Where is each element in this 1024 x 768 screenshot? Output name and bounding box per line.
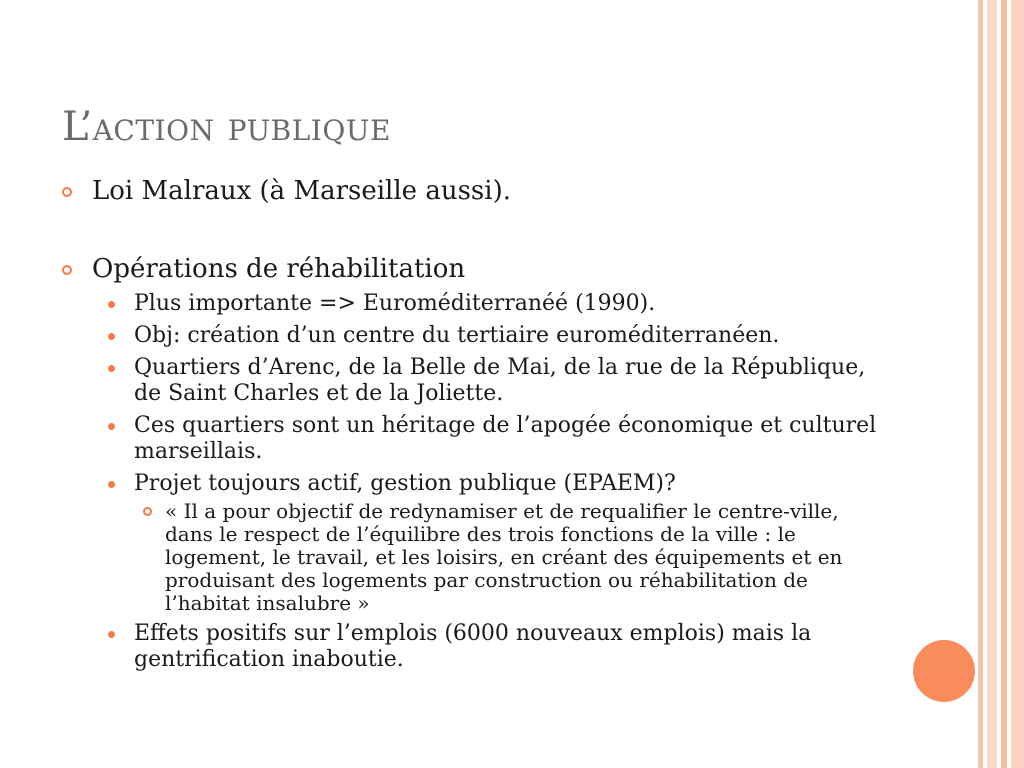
quote-text: « Il a pour objectif de redynamiser et de requalifier le centre-ville, dans le respect de l’équilibre des trois fonctions de la ville : le logement, le travail, et les loisirs, en créant des équipements et en produisant des logements par construction ou réhabilitation de l’habitat insalubre »	[165, 499, 843, 615]
quote-bullet-item	[62, 500, 865, 615]
ring-bullet-icon	[62, 187, 72, 197]
sub-bullet-item	[62, 355, 882, 407]
sub-bullet-item	[62, 621, 882, 673]
sub-bullet-text: Plus importante => Euroméditerranéé (1990).	[134, 291, 656, 316]
sub-bullet-item	[62, 323, 882, 349]
dot-bullet-icon	[108, 631, 115, 638]
decorative-circle	[913, 640, 975, 702]
sub-bullet-text: Obj: création d’un centre du tertiaire euroméditerranéen.	[134, 323, 780, 348]
slide-title: L’action publique	[62, 104, 391, 150]
bullet-text: Opérations de réhabilitation	[92, 254, 466, 284]
ring-bullet-icon	[62, 265, 72, 275]
sub-bullet-item	[62, 291, 882, 317]
sub-bullet-text: Ces quartiers sont un héritage de l’apogée économique et culturel marseillais.	[134, 413, 877, 464]
dot-bullet-icon	[108, 481, 115, 488]
bullet-item-loi-malraux	[62, 176, 882, 207]
slide-content	[62, 176, 882, 673]
ring-bullet-icon	[143, 507, 152, 516]
sub-bullet-text: Quartiers d’Arenc, de la Belle de Mai, de la rue de la République, de Saint Charles et de la Joliette.	[134, 355, 866, 406]
sub-bullet-item	[62, 413, 882, 465]
sub-bullet-text: Projet toujours actif, gestion publique (EPAEM)?	[134, 471, 676, 496]
sub-bullet-item	[62, 471, 882, 497]
sub-bullet-text: Effets positifs sur l’emplois (6000 nouveaux emplois) mais la gentrification inaboutie.	[134, 621, 812, 672]
dot-bullet-icon	[108, 301, 115, 308]
dot-bullet-icon	[108, 423, 115, 430]
decorative-stripes	[978, 0, 1024, 768]
bullet-text: Loi Malraux (à Marseille aussi).	[92, 176, 511, 206]
dot-bullet-icon	[108, 365, 115, 372]
bullet-item-operations	[62, 254, 882, 285]
dot-bullet-icon	[108, 333, 115, 340]
